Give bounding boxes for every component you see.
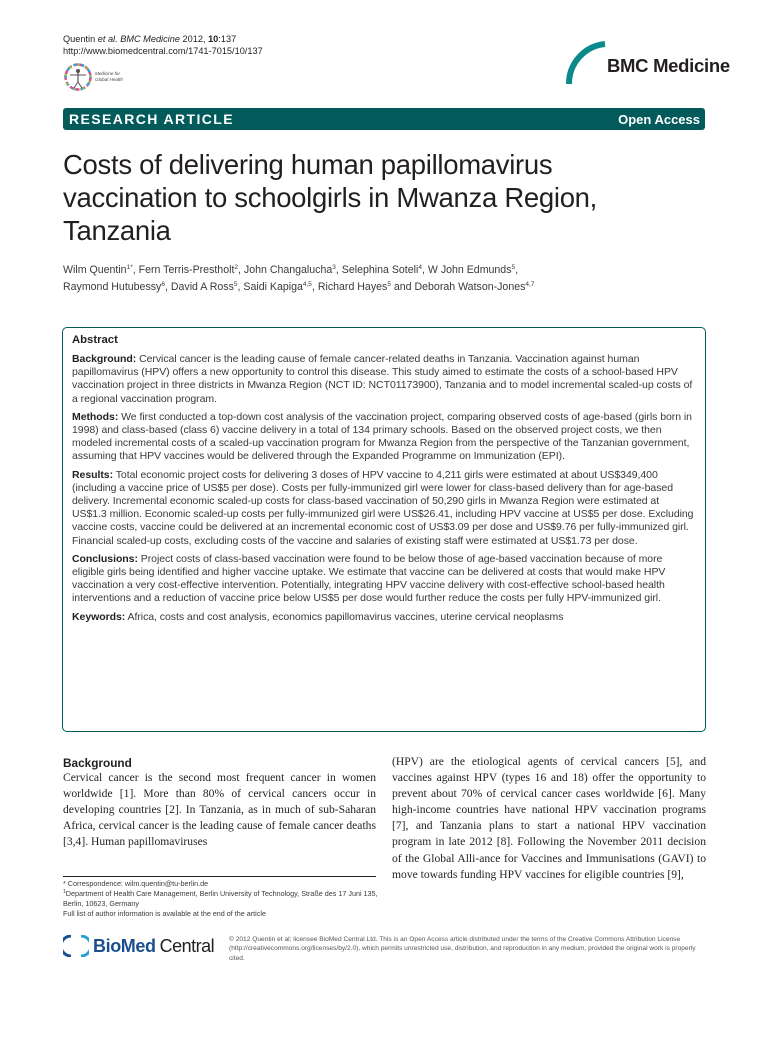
author[interactable]: W John Edmunds$^5$ [427, 264, 516, 276]
abstract-methods: Methods: We first conducted a top-down cost analysis of the vaccination project, comparing observed costs of age-based (girls born in 1998) and class-based (class 6) vaccine delivery in a total of 134 primary schools. Based on the observed project costs, we then modeled incremental costs of a scaled-up vaccination program for Mwanza Region from the perspective of the Tanzanian government, assuming that HPV vaccines would be delivered through the Expanded Programme on Immunization (EPI). [72, 410, 692, 463]
vitruvian-circle-icon [63, 62, 93, 92]
abstract-box [62, 327, 706, 732]
affiliation: $^1$Department of Health Care Management, Berlin University of Technology, Straße des 17 Juni 135, Berlin, 10623, Germany [63, 889, 378, 908]
parentheses-icon [63, 935, 89, 957]
author[interactable]: John Changalucha$^3$ [243, 264, 336, 276]
body-column-left [63, 756, 376, 850]
author[interactable]: Selephina Soteli$^4$ [341, 264, 422, 276]
section-heading-background: Background [63, 756, 132, 770]
journal-name: BMC Medicine [607, 55, 730, 76]
body-paragraph: Cervical cancer is the second most frequent cancer in women worldwide [1]. More than 80% of cervical cancers occur in developing countries [2]. In Tanzania, as in much of sub-Saharan Africa, cervical cancer is the leading cause of female cancer deaths [3,4]. Human papillomaviruses [63, 771, 376, 849]
footnotes [63, 879, 383, 919]
abstract-heading: Abstract [72, 334, 118, 346]
body-column-right [392, 754, 706, 883]
full-author-info-note: Full list of author information is available at the end of the article [63, 909, 266, 918]
correspondence[interactable]: * Correspondence: wilm.quentin@tu-berlin.de [63, 879, 209, 888]
citation-line: Quentin et al. BMC Medicine 2012, 10:137 [63, 34, 237, 44]
footnote-divider [63, 876, 376, 877]
biomed-central-logo[interactable]: BioMed Central [63, 935, 214, 957]
author[interactable]: Richard Hayes$^5$ [317, 281, 391, 293]
abstract-conclusions: Conclusions: Project costs of class-based vaccination were found to be below those of age-based vaccination because of more eligible girls being identified and higher vaccine uptake. We estimate that vaccine can be delivered at costs that would make HPV vaccination a very cost-effective intervention. Potentially, integrating HPV vaccine delivery with cost-effective school-based health interventions and a reduction of vaccine price below US$5 per dose would further reduce the costs per fully HPV-immunized girl. [72, 552, 666, 605]
abstract-background: Background: Cervical cancer is the leading cause of female cancer-related deaths in Tanzania. Vaccination against human papillomavirus (HPV) offers a new opportunity to control this disease. This study aimed to estimate the costs of a school-based HPV vaccination project in three districts in Mwanza Region (NCT ID: NCT01173900), Tanzania and to model incremental scaled-up costs of a regional vaccination program. [72, 353, 693, 405]
bmc-medicine-logo[interactable] [555, 38, 730, 88]
author[interactable]: Fern Terris-Prestholt$^2$ [138, 264, 239, 276]
author-list: Wilm Quentin$^{1*}$, Fern Terris-Prestholt$^2$, John Changalucha$^3$, Selephina Soteli$^4$, W John Edmunds$^5$, Raymond Hutubessy$^6$, David A Ross$^5$, Saidi Kapiga$^{4,5}$, Richard Hayes$^5$ and Deborah Watson-Jones$^{4,7}$ [63, 264, 535, 293]
abstract-keywords: Keywords: Africa, costs and cost analysis, economics papillomavirus vaccines, uterine cervical neoplasms [72, 610, 564, 623]
license-notice: © 2012 Quentin et al; licensee BioMed Central Ltd. This is an Open Access article distributed under the terms of the Creative Commons Attribution License (http://creativecommons.org/licenses/by/2.0), which permits unrestricted use, distribution, and reproduction in any medium, provided the original work is properly cited. [229, 936, 696, 962]
author[interactable]: David A Ross$^5$ [170, 281, 238, 293]
mgh-tagline: Medicine for Global Health [95, 71, 123, 82]
article-title: Costs of delivering human papillomavirus vaccination to schoolgirls in Mwanza Region, Tanzania [63, 149, 598, 246]
abstract-results: Results: Total economic project costs for delivering 3 doses of HPV vaccine to 4,211 girls were estimated at about US$349,400 (including a vaccine price of US$5 per dose). Costs per fully-immunized girl were lower for class-based delivery than for age-based delivery. Incremental economic scaled-up costs for class-based vaccination of 50,290 girls in Mwanza Region were estimated at US$1.3 million. Economic scaled-up costs per fully-immunized girl were US$26.41, including HPV vaccine at US$5 per dose. Excluding vaccine costs, vaccine could be delivered at an incremental economic cost of US$3.09 per dose and US$9.76 per fully-immunized girl. Financial scaled-up costs, excluding costs of the vaccine and salaries of existing staff were estimated at US$1.73 per dose. [72, 468, 694, 547]
medicine-global-health-logo [63, 62, 123, 92]
arc-icon [555, 38, 615, 88]
body-paragraph: (HPV) are the etiological agents of cervical cancers [5], and vaccines against HPV (types 16 and 18) offer the opportunity to prevent about 70% of cervical cancer cases worldwide [6]. Many high-income countries have national HPV vaccination programs [7], and Tanzania plans to start a national HPV vaccination program in late 2012 [8]. Following the November 2011 decision of the Global Alli-ance for Vaccines and Immunisations (GAVI) to move towards funding HPV vaccines for eligible countries [9], [392, 755, 706, 881]
author[interactable]: Wilm Quentin$^{1*}$ [63, 264, 133, 276]
article-type: RESEARCH ARTICLE [69, 111, 234, 127]
author[interactable]: Raymond Hutubessy$^6$ [63, 281, 165, 293]
author[interactable]: Deborah Watson-Jones$^{4,7}$ [414, 281, 535, 293]
author[interactable]: Saidi Kapiga$^{4,5}$ [243, 281, 312, 293]
citation-header [63, 33, 263, 57]
open-access-label[interactable]: Open Access [618, 111, 700, 127]
article-type-banner [63, 108, 705, 130]
article-url[interactable]: http://www.biomedcentral.com/1741-7015/10/137 [63, 46, 263, 56]
